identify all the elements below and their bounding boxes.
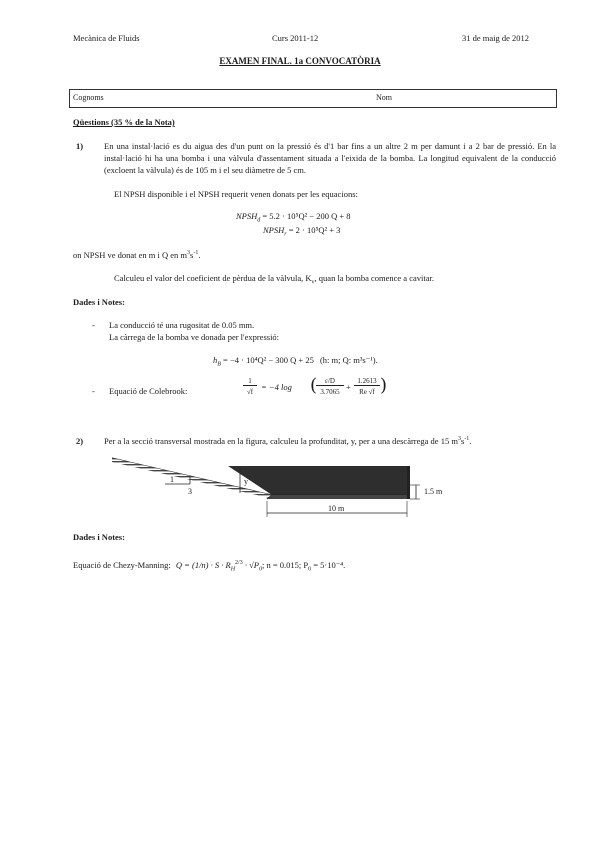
ask-post: , quan la bomba comence a cavitar. <box>314 273 434 283</box>
units-mid: s <box>190 250 194 260</box>
cb-mid: = −4 log <box>261 382 292 392</box>
colebrook-label: Equació de Colebrook: <box>109 386 188 396</box>
right-wall <box>407 466 410 499</box>
eq2-lhs: NPSH <box>263 225 285 235</box>
pump-eq-rhs: = −4 · 10⁴Q² − 300 Q + 25 <box>223 355 314 365</box>
depth-label: y <box>244 477 248 486</box>
exam-title: EXAMEN FINAL. 1a CONVOCATÒRIA <box>219 56 381 66</box>
chezy-params-sub: 0 <box>308 566 312 573</box>
student-info-box <box>69 89 557 108</box>
chezy-sqrt-sub: 0 <box>258 566 262 573</box>
cb-lhs-num: 1 <box>243 377 257 386</box>
cb-paren-right: ) <box>380 375 388 396</box>
cb-t2-num: 1.2613 <box>354 377 380 386</box>
units-pre: on NPSH ve donat en m i Q en m <box>73 250 188 260</box>
q1-number: 1) <box>76 141 84 151</box>
q2-text-mid: s <box>460 436 465 446</box>
slope-v-label: 1 <box>170 475 174 484</box>
q1-text-body: En una instal·lació es du aigua des d'un punt on la pressió és d'1 bar fins a un altre 2 m per damunt i a 2 bar de pressió. En la instal·lació hi ha una bomba i una vàlvula d'assentament situada a l'eixida de la bomba. La longitud equivalent de la conducció (excloent la vàlvula) és de 105 m i el seu diàmetre de 5 cm. <box>104 141 556 175</box>
cb-plus: + <box>346 382 351 392</box>
exam-date: 31 de maig de 2012 <box>462 33 530 43</box>
cb-t2-den: Re √f <box>359 388 375 396</box>
eq2-sub: r <box>284 231 287 238</box>
q1-text <box>104 140 556 176</box>
npsh-available-equation <box>236 211 351 224</box>
ask-pre: Calculeu el valor del coeficient de pèrdua de la vàlvula, K <box>114 273 312 283</box>
q1-data-title: Dades i Notes: <box>73 297 125 307</box>
q1-ask <box>114 273 434 286</box>
section-title: Qüestions (35 % de la Nota) <box>73 117 175 127</box>
eq1-rhs: = 5.2 · 10⁵Q² − 200 Q + 8 <box>262 211 351 221</box>
q2-data-title: Dades i Notes: <box>73 532 125 542</box>
channel-deep <box>267 495 407 499</box>
eq2-rhs: = 2 · 10⁵Q² + 3 <box>288 225 341 235</box>
chezy-params: ; n = 0.015; P <box>261 560 309 570</box>
bullet1-line1: La conducció té una rugositat de 0.05 mm. <box>109 320 255 330</box>
colebrook-equation <box>243 377 418 407</box>
surname-label: Cognoms <box>73 93 104 102</box>
chezy-manning-line <box>73 560 345 573</box>
chezy-label: Equació de Chezy-Manning: <box>73 560 171 570</box>
units-sup2: -1 <box>193 250 199 257</box>
bottom-width-label: 10 m <box>328 504 345 513</box>
bullet-marker: - <box>92 320 95 330</box>
course-name: Mecànica de Fluids <box>73 33 140 43</box>
q2-sup2: -1 <box>464 436 470 443</box>
bullet-marker-2: - <box>92 386 95 396</box>
npsh-intro: El NPSH disponible i el NPSH requerit venen donats per les equacions: <box>114 189 358 199</box>
ask-sub: v <box>311 279 315 286</box>
eq1-sub: d <box>257 217 261 224</box>
pump-eq-sub: B <box>217 361 221 368</box>
cb-lhs-den: √f <box>246 388 254 396</box>
cb-t1-den: 3.7065 <box>320 388 340 396</box>
q2-text-pre: Per a la secció transversal mostrada en la figura, calculeu la profunditat, y, per a una descàrrega de 15 m <box>104 436 458 446</box>
npsh-required-equation <box>263 225 340 238</box>
step-height-label: 1.5 m <box>424 487 443 496</box>
units-post: . <box>198 250 201 260</box>
cb-t1-num: ε/D <box>316 377 344 386</box>
chezy-params-val: = 5·10⁻⁴. <box>311 560 346 570</box>
bullet1-line2: La càrrega de la bomba ve donada per l'expressió: <box>109 332 280 342</box>
units-note <box>73 250 200 260</box>
q2-number: 2) <box>76 436 84 446</box>
channel-cross-section-figure <box>110 455 460 525</box>
chezy-sup: 2/3 <box>235 560 243 567</box>
units-sup1: 3 <box>187 250 191 257</box>
pump-head-equation <box>213 355 378 368</box>
pump-eq-lhs: h <box>213 355 218 365</box>
chezy-sub: H <box>230 566 236 573</box>
cb-paren-left: ( <box>310 375 318 396</box>
name-label: Nom <box>376 93 392 102</box>
pump-eq-units: (h: m; Q: m³s⁻¹). <box>319 355 378 365</box>
chezy-eq: Q = (1/n) · S · R <box>175 560 231 570</box>
eq1-lhs: NPSH <box>236 211 258 221</box>
chezy-sqrt: · √P <box>244 560 259 570</box>
q2-text <box>104 436 471 446</box>
slope-h-label: 3 <box>188 487 192 496</box>
q2-text-post: . <box>469 436 472 446</box>
q2-sup1: 3 <box>457 436 461 443</box>
course-year: Curs 2011-12 <box>272 33 319 43</box>
